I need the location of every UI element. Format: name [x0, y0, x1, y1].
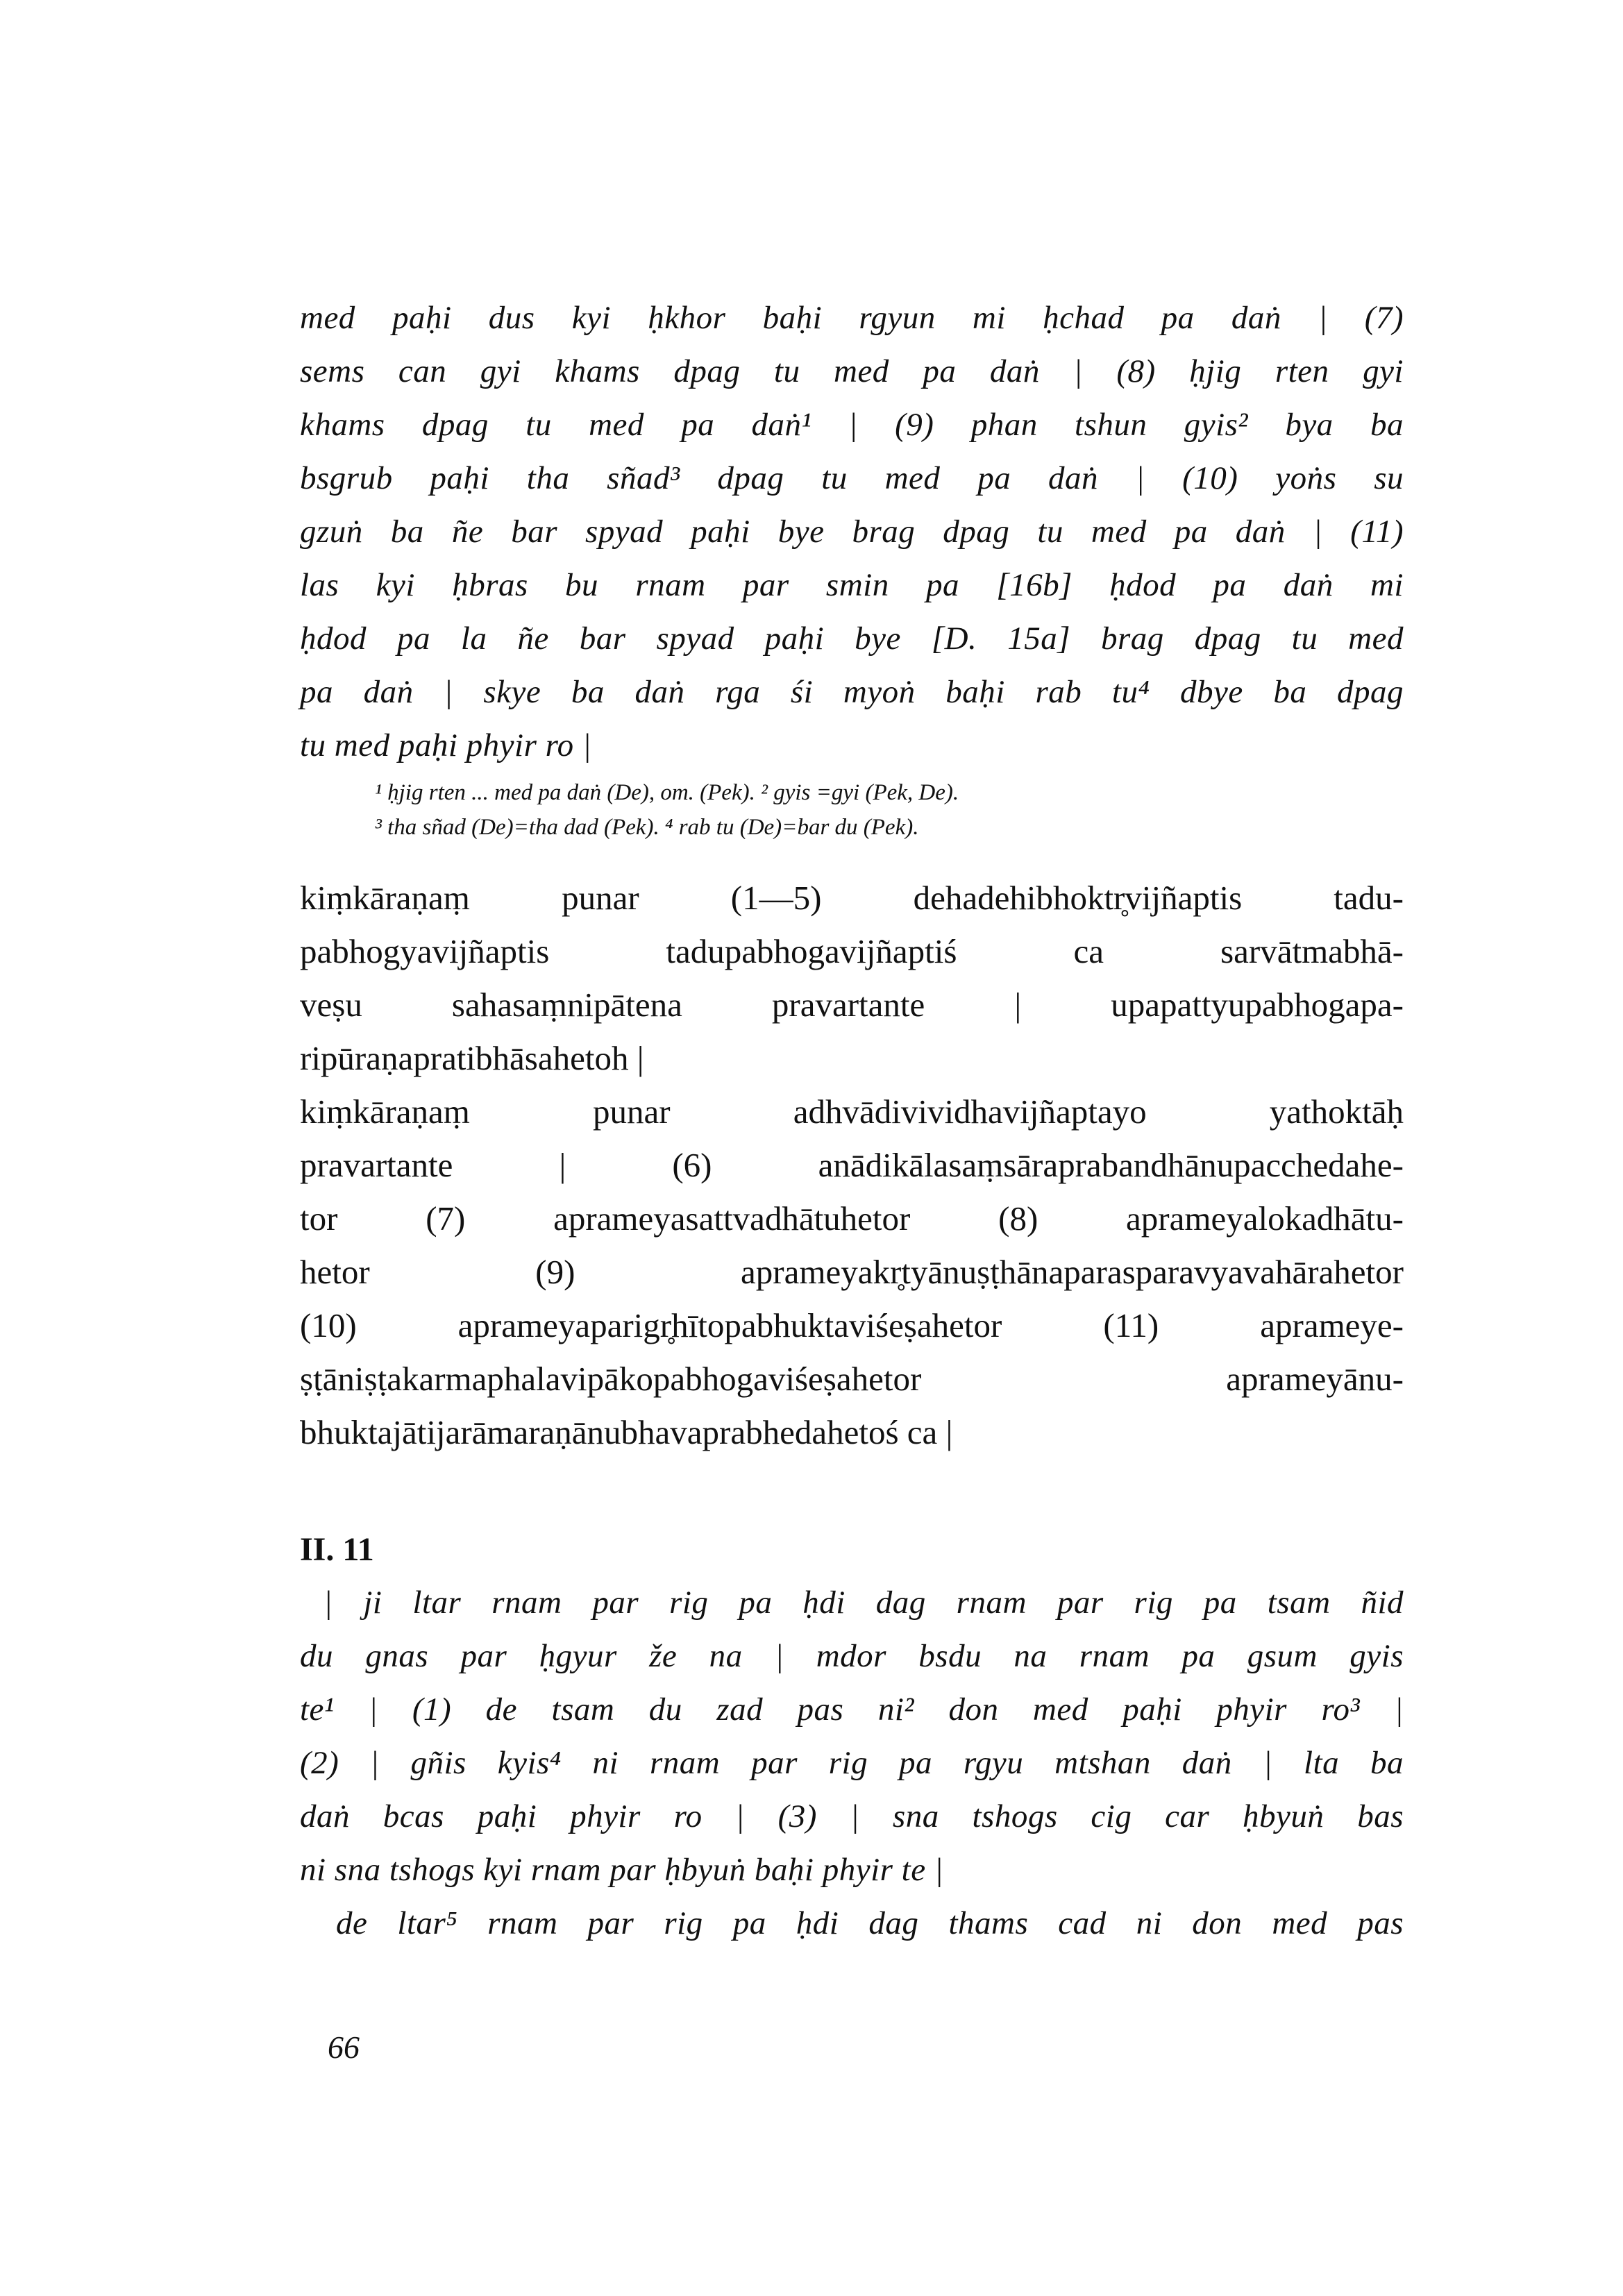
section-heading: II. 11: [300, 1531, 374, 1568]
footnote-line: ¹ ḥjig rten ... med pa daṅ (De), om. (Pek). ² gyis =gyi (Pek, De).: [375, 780, 959, 805]
text-line: med paḥi dus kyi ḥkhor baḥi rgyun mi ḥchad pa daṅ | (7): [300, 300, 1404, 336]
text-line: daṅ bcas paḥi phyir ro | (3) | sna tshogs cig car ḥbyuṅ bas: [300, 1798, 1404, 1834]
tibetan-paragraph-2: [300, 1576, 1404, 1897]
text-line: du gnas par ḥgyur že na | mdor bsdu na rnam pa gsum gyis: [300, 1638, 1404, 1674]
text-line: de ltar⁵ rnam par rig pa ḥdi dag thams cad ni don med pas: [336, 1905, 1404, 1941]
text-line: ni sna tshogs kyi rnam par ḥbyuṅ baḥi phyir te |: [300, 1852, 944, 1888]
text-line: hetor (9) aprameyakr̥tyānuṣṭhānaparasparavyavahārahetor: [300, 1253, 1404, 1291]
text-line: bsgrub paḥi tha sñad³ dpag tu med pa daṅ | (10) yoṅs su: [300, 460, 1404, 496]
text-line: veṣu sahasaṃnipātena pravartante | upapattyupabhogapa-: [300, 986, 1404, 1024]
text-line: gzuṅ ba ñe bar spyad paḥi bye brag dpag tu med pa daṅ | (11): [300, 514, 1404, 550]
text-line: ripūraṇapratibhāsahetoh |: [300, 1039, 644, 1077]
text-line: ḥdod pa la ñe bar spyad paḥi bye [D. 15a] brag dpag tu med: [300, 621, 1404, 657]
text-line: (2) | gñis kyis⁴ ni rnam par rig pa rgyu mtshan daṅ | lta ba: [300, 1745, 1404, 1781]
text-line: las kyi ḥbras bu rnam par smin pa [16b] ḥdod pa daṅ mi: [300, 567, 1404, 603]
text-line: tu med paḥi phyir ro |: [300, 727, 592, 763]
text-line: pabhogyavijñaptis tadupabhogavijñaptiś ca sarvātmabhā-: [300, 932, 1404, 970]
page-body: [300, 292, 1404, 1950]
text-line: bhuktajātijarāmaraṇānubhavaprabhedahetoś ca |: [300, 1413, 953, 1451]
text-line: sems can gyi khams dpag tu med pa daṅ | (8) ḥjig rten gyi: [300, 353, 1404, 389]
text-line: pa daṅ | skye ba daṅ rga śi myoṅ baḥi rab tu⁴ dbye ba dpag: [300, 674, 1404, 710]
sanskrit-paragraph-1: [300, 871, 1404, 1085]
page-number: 66: [328, 2029, 360, 2065]
footnotes: [300, 775, 1404, 845]
text-line: | ji ltar rnam par rig pa ḥdi dag rnam par rig pa tsam ñid: [323, 1585, 1404, 1621]
footnote-line: ³ tha sñad (De)=tha dad (Pek). ⁴ rab tu (De)=bar du (Pek).: [375, 815, 919, 840]
text-line: khams dpag tu med pa daṅ¹ | (9) phan tshun gyis² bya ba: [300, 407, 1404, 443]
tibetan-paragraph-3: [300, 1897, 1404, 1950]
text-line: pravartante | (6) anādikālasaṃsāraprabandhānupacchedahe-: [300, 1146, 1404, 1184]
text-line: kiṃkāraṇaṃ punar adhvādivividhavijñaptayo yathoktāḥ: [300, 1092, 1404, 1131]
text-line: (10) aprameyaparigr̥hītopabhuktaviśeṣahetor (11) aprameye-: [300, 1306, 1404, 1344]
text-line: kiṃkāraṇaṃ punar (1—5) dehadehibhoktr̥vijñaptis tadu-: [300, 879, 1404, 917]
sanskrit-paragraph-2: [300, 1085, 1404, 1459]
text-line: ṣṭāniṣṭakarmaphalavipākopabhogaviśeṣahetor aprameyānu-: [300, 1360, 1404, 1398]
tibetan-paragraph-1: [300, 292, 1404, 773]
text-line: tor (7) aprameyasattvadhātuhetor (8) aprameyalokadhātu-: [300, 1199, 1404, 1238]
text-line: te¹ | (1) de tsam du zad pas ni² don med paḥi phyir ro³ |: [300, 1691, 1404, 1728]
